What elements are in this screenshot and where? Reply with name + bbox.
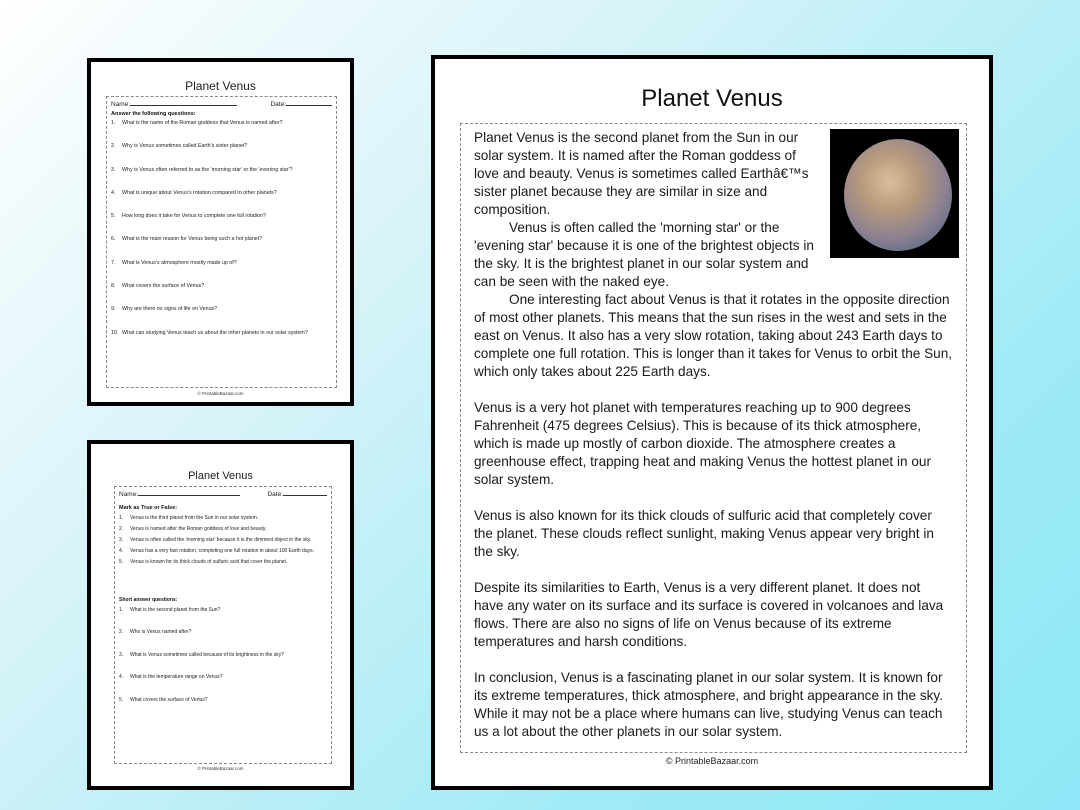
copyright-footer: © PrintableBazaar.com	[197, 766, 244, 771]
true-false-list	[119, 513, 327, 568]
name-field: Name:	[119, 491, 240, 498]
worksheet-title: Planet Venus	[185, 79, 256, 93]
reading-passage-sheet	[431, 55, 993, 790]
worksheet-questions	[87, 58, 354, 406]
list-item: 1. What is the name of the Roman goddess that Venus is named after?	[111, 120, 283, 126]
list-item: 9. Why are there no signs of life on Venus?	[111, 306, 218, 313]
name-date-row	[119, 491, 327, 498]
paragraph: Planet Venus is the second planet from the Sun in our solar system. It is named after the Roman goddess of love and beauty. Venus is sometimes called Earthâ€™s sister planet because they are similar in size and composition. Venus is often called the 'morning star' or the 'evening star' because it is one of the brightest objects in the sky. It is the brightest planet in our solar system and can be seen with the naked eye. One interesting fact about Venus is that it rotates in the opposite direction of most other planets. This means that the sun rises in the west and sets in the east on Venus. It also has a very slow rotation, taking about 243 Earth days to complete one full rotation. This is longer than it takes for Venus to orbit the Sun, which only takes about 225 Earth days.	[474, 130, 953, 379]
worksheet-title: Planet Venus	[188, 470, 253, 482]
paragraph: Venus is a very hot planet with temperatures reaching up to 900 degrees Fahrenheit (475 degrees Celsius). This is because of its thick atmosphere, which is made up mostly of carbon dioxide. The atmosphere creates a greenhouse effect, trapping heat and making Venus the hottest planet in our solar system.	[474, 400, 931, 487]
list-item: 2. Who is Venus named after?	[119, 629, 192, 636]
passage-box	[460, 123, 967, 753]
list-item: 8. What covers the surface of Venus?	[111, 283, 205, 290]
copyright-footer: © PrintableBazaar.com	[197, 391, 244, 396]
list-item: 5. How long does it take for Venus to complete one full rotation?	[111, 213, 266, 220]
passage-title: Planet Venus	[641, 85, 783, 112]
paragraph: Venus is also known for its thick clouds of sulfuric acid that completely cover the planet. These clouds reflect sunlight, making Venus appear very bright in the sky.	[474, 508, 934, 559]
worksheet-content-box	[114, 486, 332, 764]
instruction-true-false: Mark as True or False:	[119, 505, 178, 511]
list-item: 4. What is the temperature range on Venus?	[119, 674, 223, 681]
list-item: 4. What is unique about Venus's rotation compared to other planets?	[111, 189, 277, 196]
list-item: 10. What can studying Venus teach us about the other planets in our solar system?	[111, 329, 308, 336]
list-item: 5. What covers the surface of Venus?	[119, 696, 208, 703]
date-field: Date:	[267, 491, 327, 498]
list-item: 3. Why is Venus often referred to as the 'morning star' or the 'evening star'?	[111, 166, 293, 173]
list-item: 3. Venus is often called the 'morning star' because it is the dimmest object in the sky.	[119, 537, 312, 543]
passage-text	[474, 129, 953, 741]
paragraph: Despite its similarities to Earth, Venus is a very different planet. It does not have any water on its surface and its surface is covered in volcanoes and lava flows. There are also no signs of life on Venus because of its extreme temperatures and harsh conditions.	[474, 580, 944, 649]
list-item: 7. What is Venus's atmosphere mostly made up of?	[111, 259, 237, 266]
question-list	[111, 120, 332, 353]
paragraph: In conclusion, Venus is a fascinating planet in our solar system. It is known for its extreme temperatures, thick atmosphere, and bright appearance in the sky. While it may not be a place where humans can live, studying Venus can teach us a lot about the other planets in our solar system.	[474, 670, 943, 739]
short-answer-list	[119, 605, 327, 706]
list-item: 1. What is the second planet from the Sun?	[119, 607, 221, 613]
instruction: Answer the following questions:	[111, 111, 196, 117]
venus-planet-image	[830, 129, 959, 258]
worksheet-true-false	[87, 440, 354, 790]
worksheet-content-box	[106, 96, 337, 388]
list-item: 4. Venus has a very fast rotation, completing one full rotation in about 100 Earth days.	[119, 548, 315, 554]
copyright-footer: © PrintableBazaar.com	[665, 756, 759, 766]
list-item: 1. Venus is the third planet from the Sun in our solar system.	[119, 515, 259, 521]
name-date-row	[111, 101, 332, 108]
list-item: 5. Venus is known for its thick clouds of sulfuric acid that cover the planet.	[119, 559, 288, 565]
list-item: 6. What is the main reason for Venus being such a hot planet?	[111, 236, 263, 243]
name-field: Name:	[111, 101, 237, 108]
instruction-short-answer: Short answer questions:	[119, 597, 178, 603]
list-item: 2. Why is Venus sometimes called Earth's sister planet?	[111, 143, 248, 150]
list-item: 2. Venus is named after the Roman goddess of love and beauty.	[119, 526, 267, 532]
list-item: 3. What is Venus sometimes called because of its brightness in the sky?	[119, 651, 284, 658]
date-field: Date:	[270, 101, 332, 108]
